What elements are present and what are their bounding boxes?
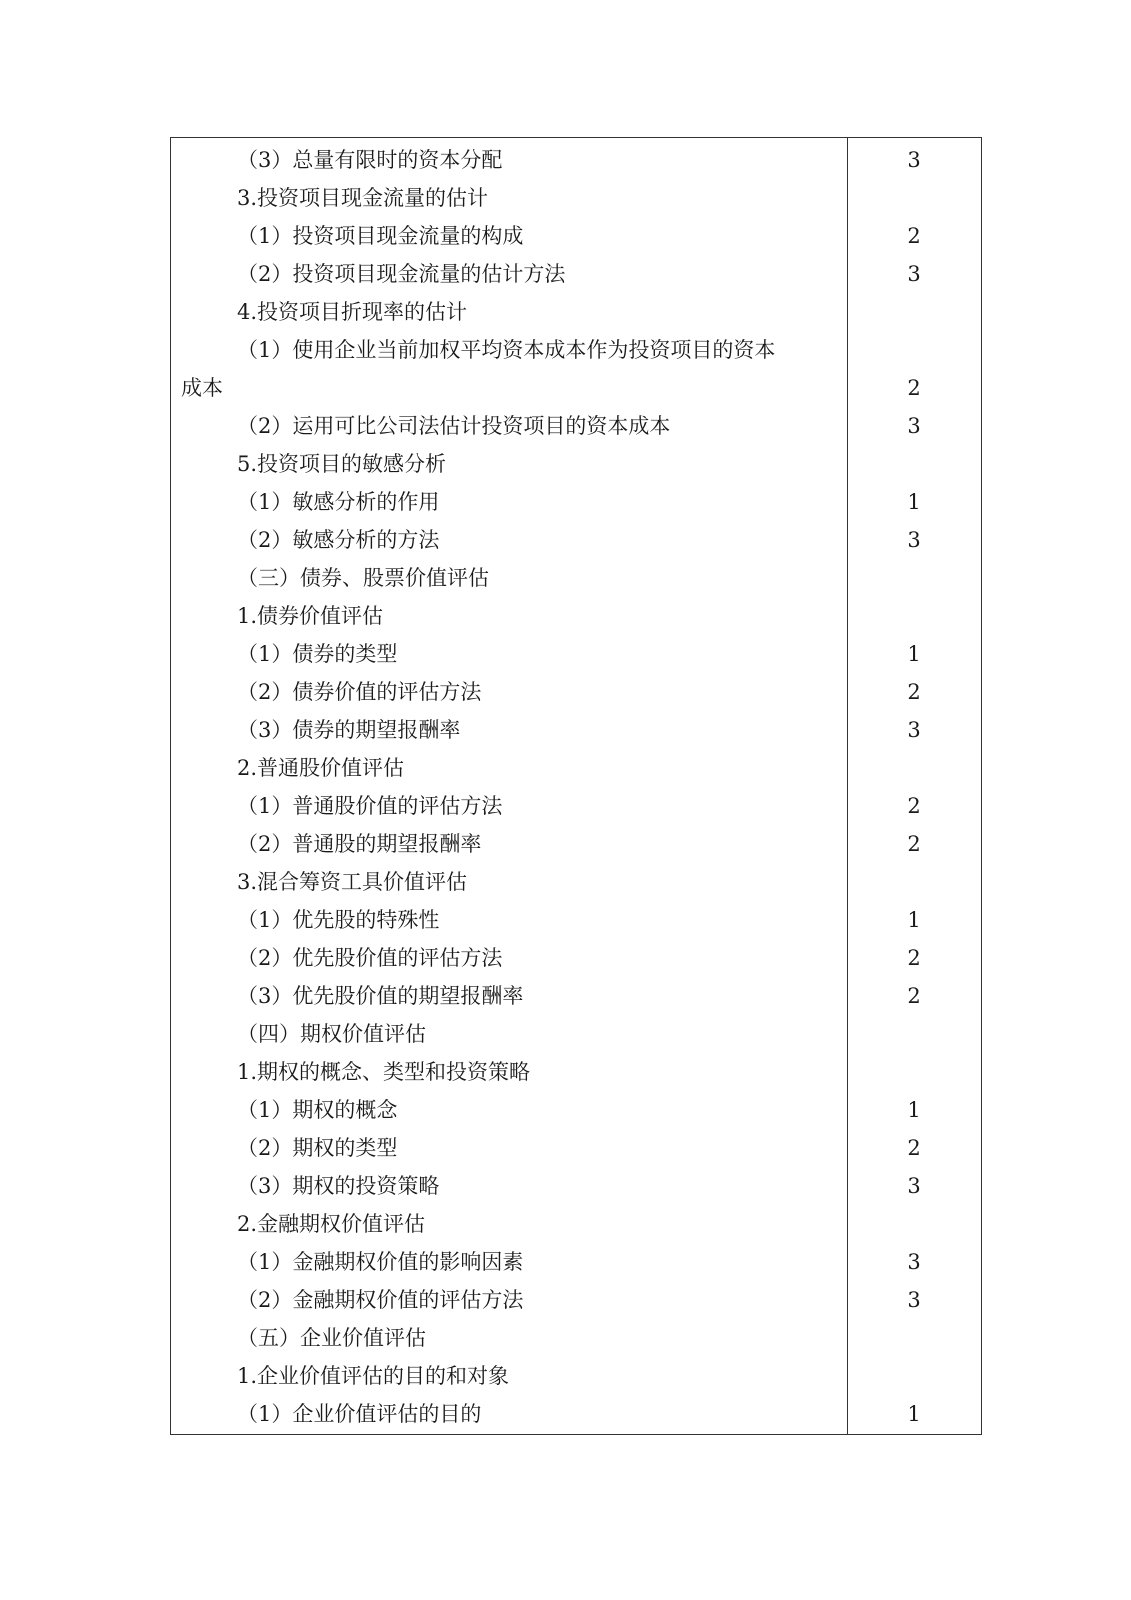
- row-topic: （1）敏感分析的作用: [237, 490, 440, 514]
- row-topic: 3.混合筹资工具价值评估: [237, 870, 468, 894]
- row-topic: 4.投资项目折现率的估计: [237, 300, 468, 324]
- row-topic: （2）投资项目现金流量的估计方法: [237, 262, 566, 286]
- row-topic: （1）投资项目现金流量的构成: [237, 224, 524, 248]
- row-level: 2: [907, 794, 921, 818]
- row-level: 2: [907, 376, 921, 400]
- row-level: 1: [907, 1098, 921, 1122]
- table-row: [171, 898, 981, 936]
- row-topic: 2.金融期权价值评估: [237, 1212, 426, 1236]
- row-topic: （3）债券的期望报酬率: [237, 718, 461, 742]
- table-row: [171, 1316, 981, 1354]
- table-row: [171, 1240, 981, 1278]
- row-level: 2: [907, 984, 921, 1008]
- row-level: 3: [907, 414, 921, 438]
- table-row: [171, 594, 981, 632]
- row-topic: （1）优先股的特殊性: [237, 908, 440, 932]
- table-row: [171, 480, 981, 518]
- row-topic: 1.债券价值评估: [237, 604, 384, 628]
- table-row: [171, 1278, 981, 1316]
- row-level: 2: [907, 946, 921, 970]
- row-topic: （2）普通股的期望报酬率: [237, 832, 482, 856]
- table-row: [171, 214, 981, 252]
- row-topic: （2）金融期权价值的评估方法: [237, 1288, 524, 1312]
- row-level: 3: [907, 1288, 921, 1312]
- row-topic: （3）期权的投资策略: [237, 1174, 440, 1198]
- table-row: [171, 670, 981, 708]
- syllabus-table: [170, 137, 982, 1435]
- table-row: [171, 1164, 981, 1202]
- row-level: 2: [907, 224, 921, 248]
- table-rows: [171, 138, 981, 1430]
- table-row: [171, 746, 981, 784]
- row-topic: （1）企业价值评估的目的: [237, 1402, 482, 1426]
- row-level: 1: [907, 1402, 921, 1426]
- row-topic: （2）运用可比公司法估计投资项目的资本成本: [237, 414, 671, 438]
- table-row: [171, 974, 981, 1012]
- row-topic: （1）债券的类型: [237, 642, 398, 666]
- row-topic: （2）期权的类型: [237, 1136, 398, 1160]
- table-row: [171, 784, 981, 822]
- row-level: 2: [907, 680, 921, 704]
- table-row: [171, 556, 981, 594]
- row-level: 3: [907, 718, 921, 742]
- row-topic: 5.投资项目的敏感分析: [237, 452, 447, 476]
- row-topic: 1.企业价值评估的目的和对象: [237, 1364, 510, 1388]
- row-topic: （3）总量有限时的资本分配: [237, 148, 503, 172]
- table-row: [171, 518, 981, 556]
- row-topic: （1）使用企业当前加权平均资本成本作为投资项目的资本成本: [181, 338, 776, 400]
- table-row: [171, 328, 981, 404]
- row-topic: （3）优先股价值的期望报酬率: [237, 984, 524, 1008]
- table-row: [171, 1392, 981, 1430]
- table-row: [171, 1354, 981, 1392]
- table-row: [171, 404, 981, 442]
- row-level: 3: [907, 148, 921, 172]
- table-row: [171, 1050, 981, 1088]
- row-topic: （1）期权的概念: [237, 1098, 398, 1122]
- row-topic: （三）债券、股票价值评估: [237, 566, 489, 590]
- table-row: [171, 290, 981, 328]
- row-topic: （1）金融期权价值的影响因素: [237, 1250, 524, 1274]
- row-level: 3: [907, 528, 921, 552]
- table-row: [171, 708, 981, 746]
- row-level: 3: [907, 1250, 921, 1274]
- table-row: [171, 138, 981, 176]
- table-row: [171, 860, 981, 898]
- row-level: 3: [907, 262, 921, 286]
- table-row: [171, 252, 981, 290]
- row-level: 2: [907, 1136, 921, 1160]
- row-topic: （五）企业价值评估: [237, 1326, 426, 1350]
- row-topic: （1）普通股价值的评估方法: [237, 794, 503, 818]
- row-level: 3: [907, 1174, 921, 1198]
- table-row: [171, 632, 981, 670]
- table-row: [171, 1088, 981, 1126]
- table-row: [171, 1126, 981, 1164]
- row-topic: 3.投资项目现金流量的估计: [237, 186, 489, 210]
- row-level: 1: [907, 908, 921, 932]
- table-row: [171, 822, 981, 860]
- row-topic: （四）期权价值评估: [237, 1022, 426, 1046]
- row-topic: 1.期权的概念、类型和投资策略: [237, 1060, 531, 1084]
- table-row: [171, 936, 981, 974]
- row-topic: 2.普通股价值评估: [237, 756, 405, 780]
- row-topic: （2）敏感分析的方法: [237, 528, 440, 552]
- row-topic: （2）债券价值的评估方法: [237, 680, 482, 704]
- row-topic: （2）优先股价值的评估方法: [237, 946, 503, 970]
- table-row: [171, 1012, 981, 1050]
- row-level: 1: [907, 490, 921, 514]
- table-row: [171, 176, 981, 214]
- row-level: 1: [907, 642, 921, 666]
- row-level: 2: [907, 832, 921, 856]
- table-row: [171, 442, 981, 480]
- table-row: [171, 1202, 981, 1240]
